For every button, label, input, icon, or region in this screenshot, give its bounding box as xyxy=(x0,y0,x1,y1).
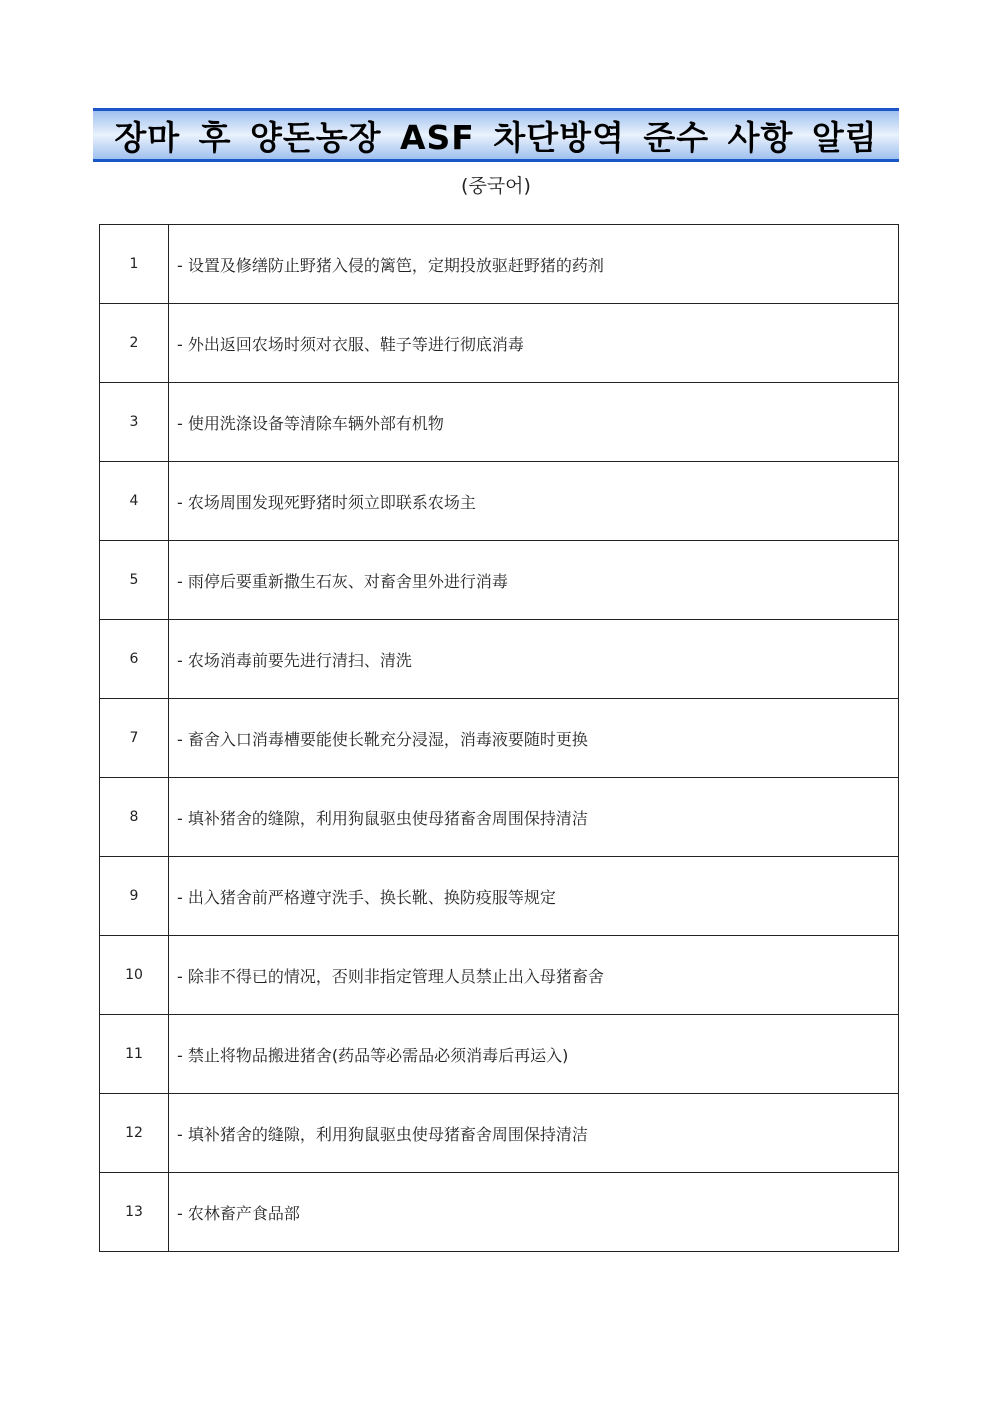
title-banner xyxy=(93,108,899,162)
table-row xyxy=(100,1173,899,1252)
row-number: 2 xyxy=(100,304,169,383)
table-row xyxy=(100,225,899,304)
row-text: - 外出返回农场时须对衣服、鞋子等进行彻底消毒 xyxy=(169,304,899,383)
row-text: - 使用洗涤设备等清除车辆外部有机物 xyxy=(169,383,899,462)
table-row xyxy=(100,1015,899,1094)
row-text: - 填补猪舍的缝隙，利用狗鼠驱虫使母猪畜舍周围保持清洁 xyxy=(169,778,899,857)
table-row xyxy=(100,383,899,462)
table-row xyxy=(100,620,899,699)
table-row xyxy=(100,462,899,541)
table-row xyxy=(100,936,899,1015)
row-number: 1 xyxy=(100,225,169,304)
row-text: - 农场周围发现死野猪时须立即联系农场主 xyxy=(169,462,899,541)
row-number: 4 xyxy=(100,462,169,541)
row-text: - 除非不得已的情况，否则非指定管理人员禁止出入母猪畜舍 xyxy=(169,936,899,1015)
row-number: 7 xyxy=(100,699,169,778)
row-number: 12 xyxy=(100,1094,169,1173)
row-number: 8 xyxy=(100,778,169,857)
table-row xyxy=(100,541,899,620)
table-row xyxy=(100,699,899,778)
row-number: 9 xyxy=(100,857,169,936)
row-number: 13 xyxy=(100,1173,169,1252)
row-text: - 出入猪舍前严格遵守洗手、换长靴、换防疫服等规定 xyxy=(169,857,899,936)
row-text: - 雨停后要重新撒生石灰、对畜舍里外进行消毒 xyxy=(169,541,899,620)
rules-table xyxy=(99,224,899,1252)
row-number: 3 xyxy=(100,383,169,462)
page-subtitle: (중국어) xyxy=(461,175,531,197)
row-text: - 填补猪舍的缝隙，利用狗鼠驱虫使母猪畜舍周围保持清洁 xyxy=(169,1094,899,1173)
table-row xyxy=(100,1094,899,1173)
row-text: - 设置及修缮防止野猪入侵的篱笆，定期投放驱赶野猪的药剂 xyxy=(169,225,899,304)
rules-table-body xyxy=(100,225,899,1252)
row-number: 11 xyxy=(100,1015,169,1094)
table-row xyxy=(100,304,899,383)
row-number: 6 xyxy=(100,620,169,699)
row-text: - 农林畜产食品部 xyxy=(169,1173,899,1252)
row-text: - 农场消毒前要先进行清扫、清洗 xyxy=(169,620,899,699)
table-row xyxy=(100,778,899,857)
table-row xyxy=(100,857,899,936)
page-title: 장마 후 양돈농장 ASF 차단방역 준수 사항 알림 xyxy=(114,117,878,157)
row-text: - 畜舍入口消毒槽要能使长靴充分浸湿，消毒液要随时更换 xyxy=(169,699,899,778)
row-number: 10 xyxy=(100,936,169,1015)
row-text: - 禁止将物品搬进猪舍(药品等必需品必须消毒后再运入) xyxy=(169,1015,899,1094)
row-number: 5 xyxy=(100,541,169,620)
